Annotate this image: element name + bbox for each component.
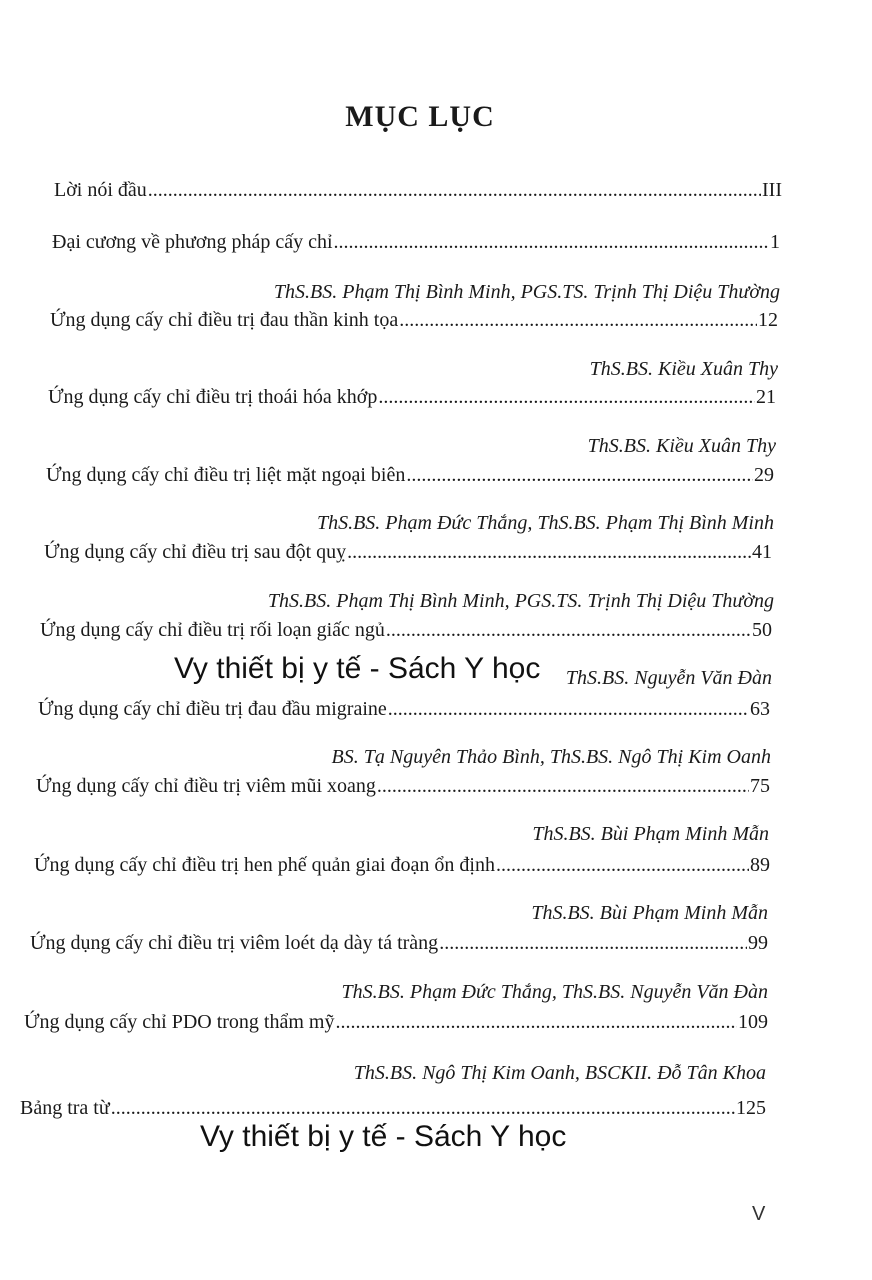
leader-dots: [496, 853, 749, 877]
toc-entry-page: 75: [750, 775, 770, 797]
leader-dots: [347, 540, 751, 564]
page-title: MỤC LỤC: [345, 100, 495, 133]
toc-entry-author: ThS.BS. Phạm Thị Bình Minh, PGS.TS. Trịnh Thị Diệu Thường: [273, 281, 780, 303]
toc-entry-label: Ứng dụng cấy chỉ điều trị rối loạn giấc ngủ: [40, 619, 385, 641]
toc-entry-author: BS. Tạ Nguyên Thảo Bình, ThS.BS. Ngô Thị Kim Oanh: [331, 746, 771, 768]
toc-entry-page: 1: [770, 231, 780, 253]
toc-entry-label: Đại cương về phương pháp cấy chỉ: [52, 231, 333, 253]
toc-entry[interactable]: [34, 853, 770, 877]
toc-entry[interactable]: [38, 697, 770, 721]
toc-entry-page: 21: [756, 386, 776, 408]
toc-entry-page: 41: [752, 541, 772, 563]
toc-entry-page: 89: [750, 854, 770, 876]
toc-entry[interactable]: [36, 774, 770, 798]
leader-dots: [148, 178, 761, 202]
toc-entry[interactable]: [20, 1096, 766, 1120]
toc-entry[interactable]: [44, 540, 772, 564]
toc-entry-label: Ứng dụng cấy chỉ điều trị sau đột quỵ: [44, 541, 347, 563]
toc-entry-label: Ứng dụng cấy chỉ điều trị viêm mũi xoang: [36, 775, 376, 797]
toc-entry-label: Ứng dụng cấy chỉ điều trị liệt mặt ngoại biên: [46, 464, 406, 486]
toc-entry-label: Ứng dụng cấy chỉ điều trị đau đầu migraine: [38, 698, 387, 720]
toc-entry-page: III: [762, 179, 782, 201]
toc-entry-page: 109: [738, 1011, 768, 1033]
toc-entry[interactable]: [48, 385, 776, 409]
toc-entry-author: ThS.BS. Kiều Xuân Thy: [589, 358, 778, 380]
toc-entry-page: 50: [752, 619, 772, 641]
toc-entry-page: 29: [754, 464, 774, 486]
toc-entry-label: Ứng dụng cấy chỉ điều trị hen phế quản giai đoạn ổn định: [34, 854, 495, 876]
leader-dots: [406, 463, 753, 487]
toc-entry-author: ThS.BS. Bùi Phạm Minh Mẫn: [531, 902, 768, 924]
leader-dots: [399, 308, 757, 332]
toc-entry-page: 12: [758, 309, 778, 331]
toc-entry-label: Ứng dụng cấy chỉ điều trị đau thần kinh tọa: [50, 309, 399, 331]
toc-entry-author: ThS.BS. Kiều Xuân Thy: [587, 435, 776, 457]
toc-entry-label: Bảng tra từ: [20, 1097, 110, 1119]
leader-dots: [377, 774, 749, 798]
toc-entry[interactable]: [54, 178, 782, 202]
leader-dots: [388, 697, 749, 721]
leader-dots: [378, 385, 755, 409]
toc-entry-label: Ứng dụng cấy chỉ PDO trong thẩm mỹ: [24, 1011, 335, 1033]
leader-dots: [386, 618, 751, 642]
toc-entry-label: Ứng dụng cấy chỉ điều trị thoái hóa khớp: [48, 386, 378, 408]
toc-entry-author: ThS.BS. Phạm Đức Thắng, ThS.BS. Nguyễn Văn Đàn: [341, 981, 768, 1003]
watermark-text: Vy thiết bị y tế - Sách Y học: [200, 1120, 567, 1153]
watermark-text: Vy thiết bị y tế - Sách Y học: [174, 652, 541, 685]
page-number: V: [752, 1203, 766, 1225]
toc-entry[interactable]: [24, 1010, 768, 1034]
leader-dots: [111, 1096, 735, 1120]
toc-entry-label: Ứng dụng cấy chỉ điều trị viêm loét dạ dày tá tràng: [30, 932, 439, 954]
toc-entry[interactable]: [52, 230, 780, 254]
toc-entry-page: 125: [736, 1097, 766, 1119]
leader-dots: [334, 230, 769, 254]
toc-entry-author: ThS.BS. Nguyễn Văn Đàn: [565, 667, 772, 689]
toc-entry[interactable]: [46, 463, 774, 487]
toc-entry-author: ThS.BS. Bùi Phạm Minh Mẫn: [532, 823, 769, 845]
toc-entry-page: 63: [750, 698, 770, 720]
leader-dots: [439, 931, 747, 955]
toc-entry[interactable]: [30, 931, 768, 955]
toc-entry-author: ThS.BS. Ngô Thị Kim Oanh, BSCKII. Đỗ Tân Khoa: [353, 1062, 766, 1084]
leader-dots: [335, 1010, 737, 1034]
toc-entry-author: ThS.BS. Phạm Thị Bình Minh, PGS.TS. Trịnh Thị Diệu Thường: [267, 590, 774, 612]
toc-entry[interactable]: [50, 308, 778, 332]
toc-entry-page: 99: [748, 932, 768, 954]
toc-entry-label: Lời nói đầu: [54, 179, 147, 201]
toc-entry[interactable]: [40, 618, 772, 642]
toc-entry-author: ThS.BS. Phạm Đức Thắng, ThS.BS. Phạm Thị Bình Minh: [316, 512, 774, 534]
